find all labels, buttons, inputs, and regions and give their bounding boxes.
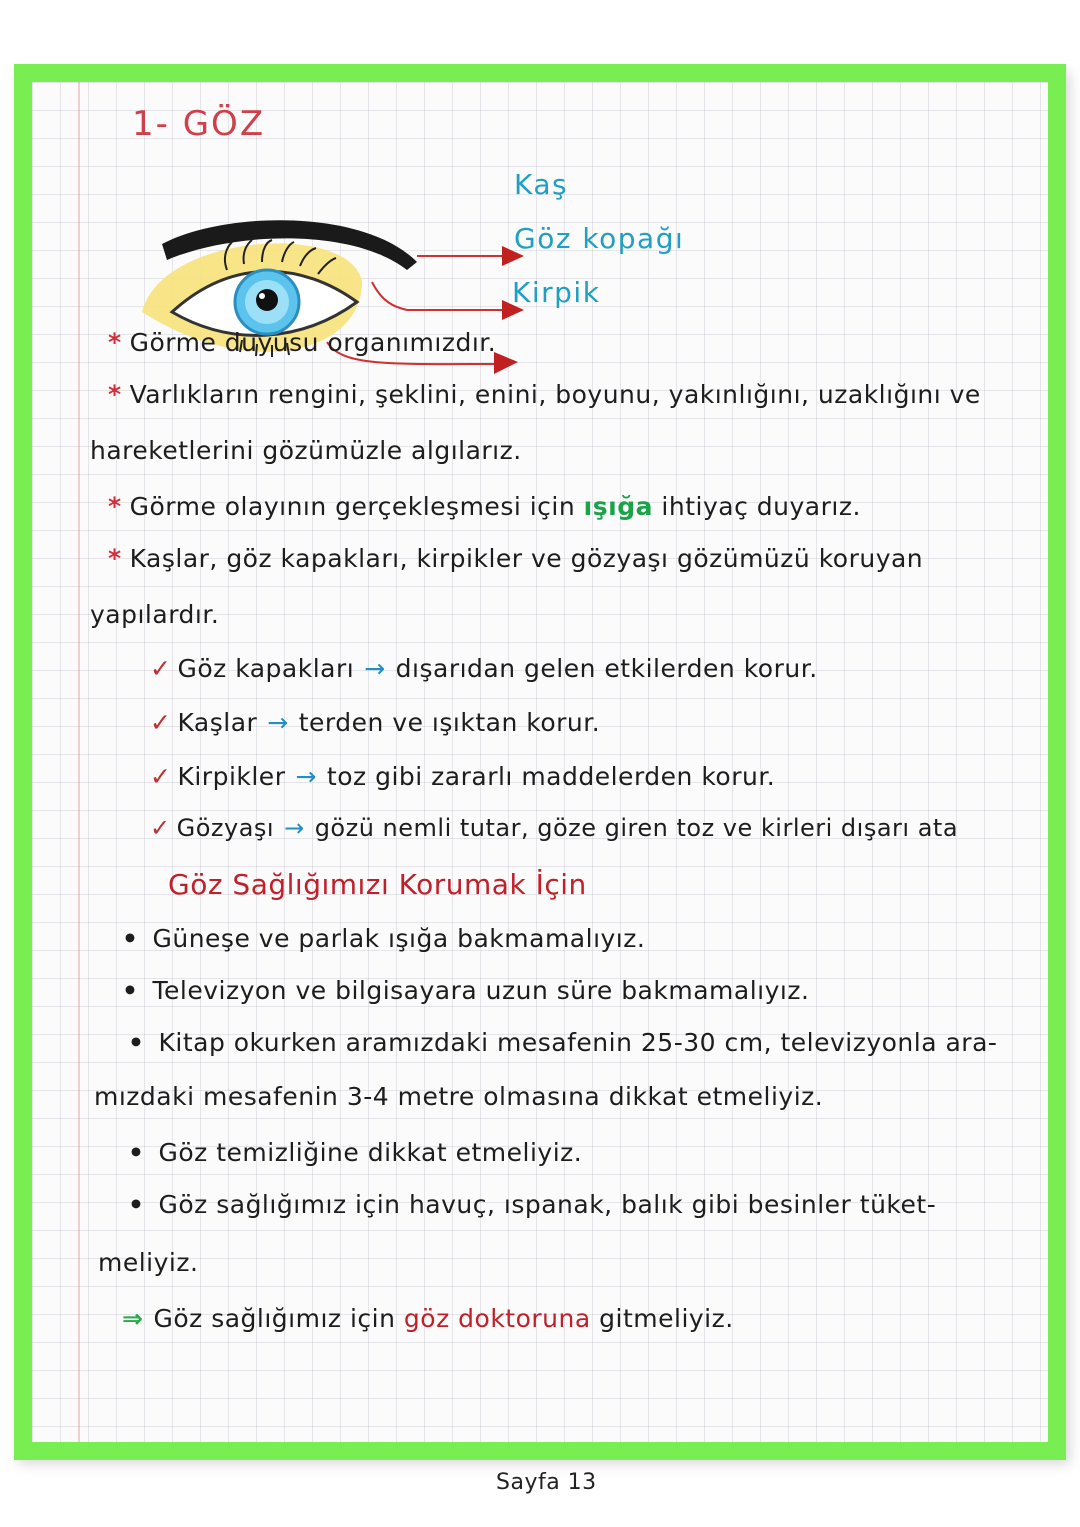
bullet-icon: • — [122, 924, 139, 953]
eyelid-pointer-curve — [372, 282, 407, 310]
star-icon: * — [108, 544, 122, 573]
health-bullet: • Göz temizliğine dikkat etmeliyiz. — [128, 1138, 583, 1167]
highlight-doctor: göz doktoruna — [403, 1304, 591, 1333]
star-icon: * — [108, 328, 122, 357]
health-bullet-continued: meliyiz. — [98, 1248, 199, 1277]
protector-item: ✓ Gözyaşı → gözü nemli tutar, göze giren toz ve kirleri dışarı ata — [150, 814, 959, 842]
arrow-right-icon: → — [364, 654, 386, 683]
page-title: 1- GÖZ — [132, 104, 266, 144]
health-bullet: • Kitap okurken aramızdaki mesafenin 25-30 cm, televizyonla ara- — [128, 1028, 998, 1057]
double-arrow-icon: ⇒ — [122, 1304, 144, 1333]
health-conclusion: ⇒ Göz sağlığımız için göz doktoruna gitmeliyiz. — [122, 1304, 734, 1333]
fact-protectors-line2: yapılardır. — [90, 600, 220, 629]
pupil — [256, 289, 278, 311]
health-bullet: • Televizyon ve bilgisayara uzun süre bakmamalıyız. — [122, 976, 810, 1005]
page-number: Sayfa 13 — [496, 1470, 597, 1495]
bullet-icon: • — [128, 1190, 145, 1219]
pupil-highlight — [259, 293, 265, 299]
check-icon: ✓ — [150, 654, 172, 683]
label-eyebrow: Kaş — [514, 168, 569, 201]
protector-item: ✓ Kaşlar → terden ve ışıktan korur. — [150, 708, 601, 737]
fact-protectors-line1: * Kaşlar, göz kapakları, kirpikler ve gözyaşı gözümüzü koruyan — [108, 544, 924, 573]
arrow-right-icon: → — [295, 762, 317, 791]
eyelash-arrowhead — [494, 352, 518, 374]
arrow-right-icon: → — [267, 708, 289, 737]
check-icon: ✓ — [150, 814, 171, 842]
margin-line — [78, 82, 80, 1442]
check-icon: ✓ — [150, 762, 172, 791]
health-bullet: • Güneşe ve parlak ışığa bakmamalıyız. — [122, 924, 646, 953]
fact-perception-line2: hareketlerini gözümüzle algılarız. — [90, 436, 522, 465]
health-heading: Göz Sağlığımızı Korumak İçin — [168, 868, 587, 901]
label-eyelid: Göz kopağı — [514, 222, 685, 255]
check-icon: ✓ — [150, 708, 172, 737]
label-eyelash: Kirpik — [512, 276, 601, 309]
fact-perception-line1: * Varlıkların rengini, şeklini, enini, boyunu, yakınlığını, uzaklığını ve — [108, 380, 981, 409]
protector-item: ✓ Kirpikler → toz gibi zararlı maddelerden korur. — [150, 762, 776, 791]
highlight-light: ışığa — [583, 492, 653, 521]
fact-vision-organ: * Görme duyusu organımızdır. — [108, 328, 497, 357]
notebook-page — [14, 64, 1066, 1460]
bullet-icon: • — [122, 976, 139, 1005]
health-bullet: • Göz sağlığımız için havuç, ıspanak, balık gibi besinler tüket- — [128, 1190, 937, 1219]
arrow-right-icon: → — [284, 814, 305, 842]
bullet-icon: • — [128, 1028, 145, 1057]
health-bullet-continued: mızdaki mesafenin 3-4 metre olmasına dikkat etmeliyiz. — [94, 1082, 824, 1111]
protector-item: ✓ Göz kapakları → dışarıdan gelen etkilerden korur. — [150, 654, 818, 683]
fact-light-need: * Görme olayının gerçekleşmesi için ışığa ihtiyaç duyarız. — [108, 492, 861, 521]
star-icon: * — [108, 380, 122, 409]
star-icon: * — [108, 492, 122, 521]
bullet-icon: • — [128, 1138, 145, 1167]
